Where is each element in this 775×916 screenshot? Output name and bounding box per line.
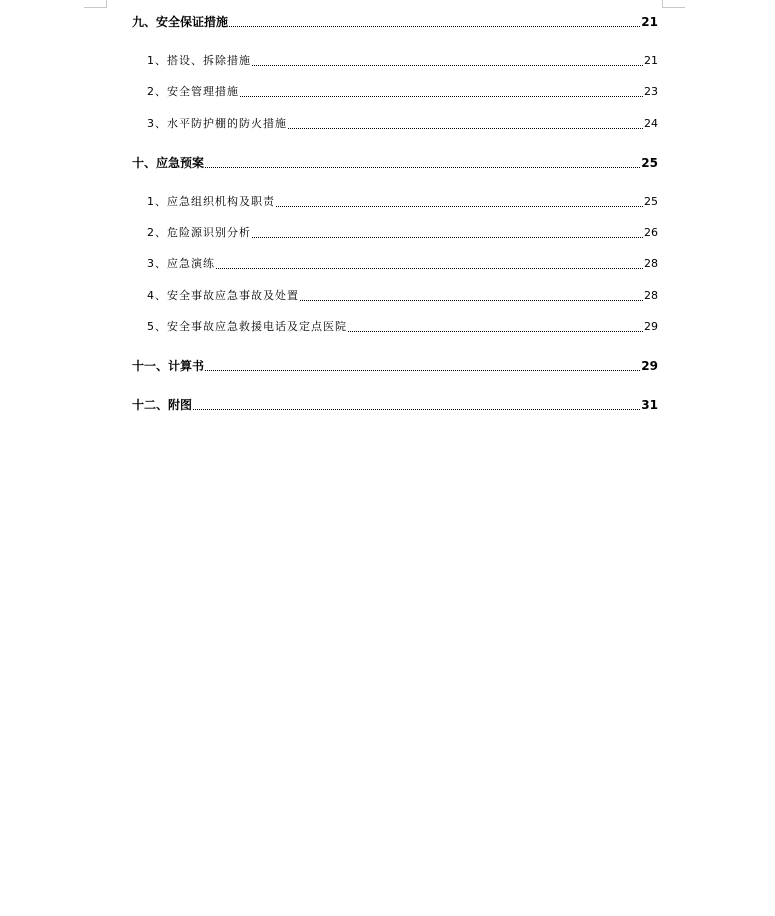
toc-dot-leader	[276, 206, 643, 207]
toc-entry-title: 2、危险源识别分析	[147, 226, 251, 239]
toc-dot-leader	[205, 370, 640, 371]
toc-entry-9-3[interactable]	[147, 115, 658, 133]
toc-entry-section-10[interactable]	[132, 154, 658, 172]
toc-entry-title: 2、安全管理措施	[147, 85, 239, 98]
toc-entry-page: 28	[644, 289, 658, 302]
toc-dot-leader	[252, 65, 643, 66]
toc-dot-leader	[193, 409, 640, 410]
toc-entry-title: 十二、附图	[132, 398, 193, 412]
toc-entry-title: 九、安全保证措施	[132, 15, 229, 29]
toc-dot-leader	[216, 268, 643, 269]
toc-entry-10-1[interactable]	[147, 193, 658, 211]
toc-entry-title: 5、安全事故应急救援电话及定点医院	[147, 320, 347, 333]
toc-dot-leader	[205, 167, 640, 168]
toc-entry-page: 23	[644, 85, 658, 98]
toc-entry-page: 24	[644, 117, 658, 130]
toc-entry-title: 3、水平防护棚的防火措施	[147, 117, 287, 130]
toc-entry-title: 1、应急组织机构及职责	[147, 195, 275, 208]
toc-entry-title: 十、应急预案	[132, 156, 205, 170]
toc-entry-10-4[interactable]	[147, 287, 658, 305]
toc-dot-leader	[252, 237, 643, 238]
toc-entry-page: 26	[644, 226, 658, 239]
toc-entry-9-1[interactable]	[147, 52, 658, 70]
toc-entry-page: 25	[641, 156, 658, 170]
toc-entry-page: 21	[644, 54, 658, 67]
toc-entry-10-5[interactable]	[147, 318, 658, 336]
toc-entry-page: 29	[641, 359, 658, 373]
toc-entry-section-12[interactable]	[132, 396, 658, 414]
toc-entry-page: 31	[641, 398, 658, 412]
crop-mark-left	[84, 0, 107, 8]
toc-entry-page: 29	[644, 320, 658, 333]
toc-entry-page: 25	[644, 195, 658, 208]
toc-dot-leader	[240, 96, 643, 97]
toc-entry-title: 3、应急演练	[147, 257, 215, 270]
toc-entry-9-2[interactable]	[147, 83, 658, 101]
toc-entry-page: 21	[641, 15, 658, 29]
toc-entry-page: 28	[644, 257, 658, 270]
toc-entry-title: 4、安全事故应急事故及处置	[147, 289, 299, 302]
crop-mark-right	[662, 0, 685, 8]
toc-entry-section-11[interactable]	[132, 357, 658, 375]
toc-entry-section-9[interactable]	[132, 13, 658, 31]
toc-entry-10-2[interactable]	[147, 224, 658, 242]
toc-entry-title: 1、搭设、拆除措施	[147, 54, 251, 67]
toc-entry-title: 十一、计算书	[132, 359, 205, 373]
toc-dot-leader	[348, 331, 643, 332]
toc-dot-leader	[300, 300, 643, 301]
toc-entry-10-3[interactable]	[147, 255, 658, 273]
toc-dot-leader	[229, 26, 640, 27]
toc-dot-leader	[288, 128, 643, 129]
